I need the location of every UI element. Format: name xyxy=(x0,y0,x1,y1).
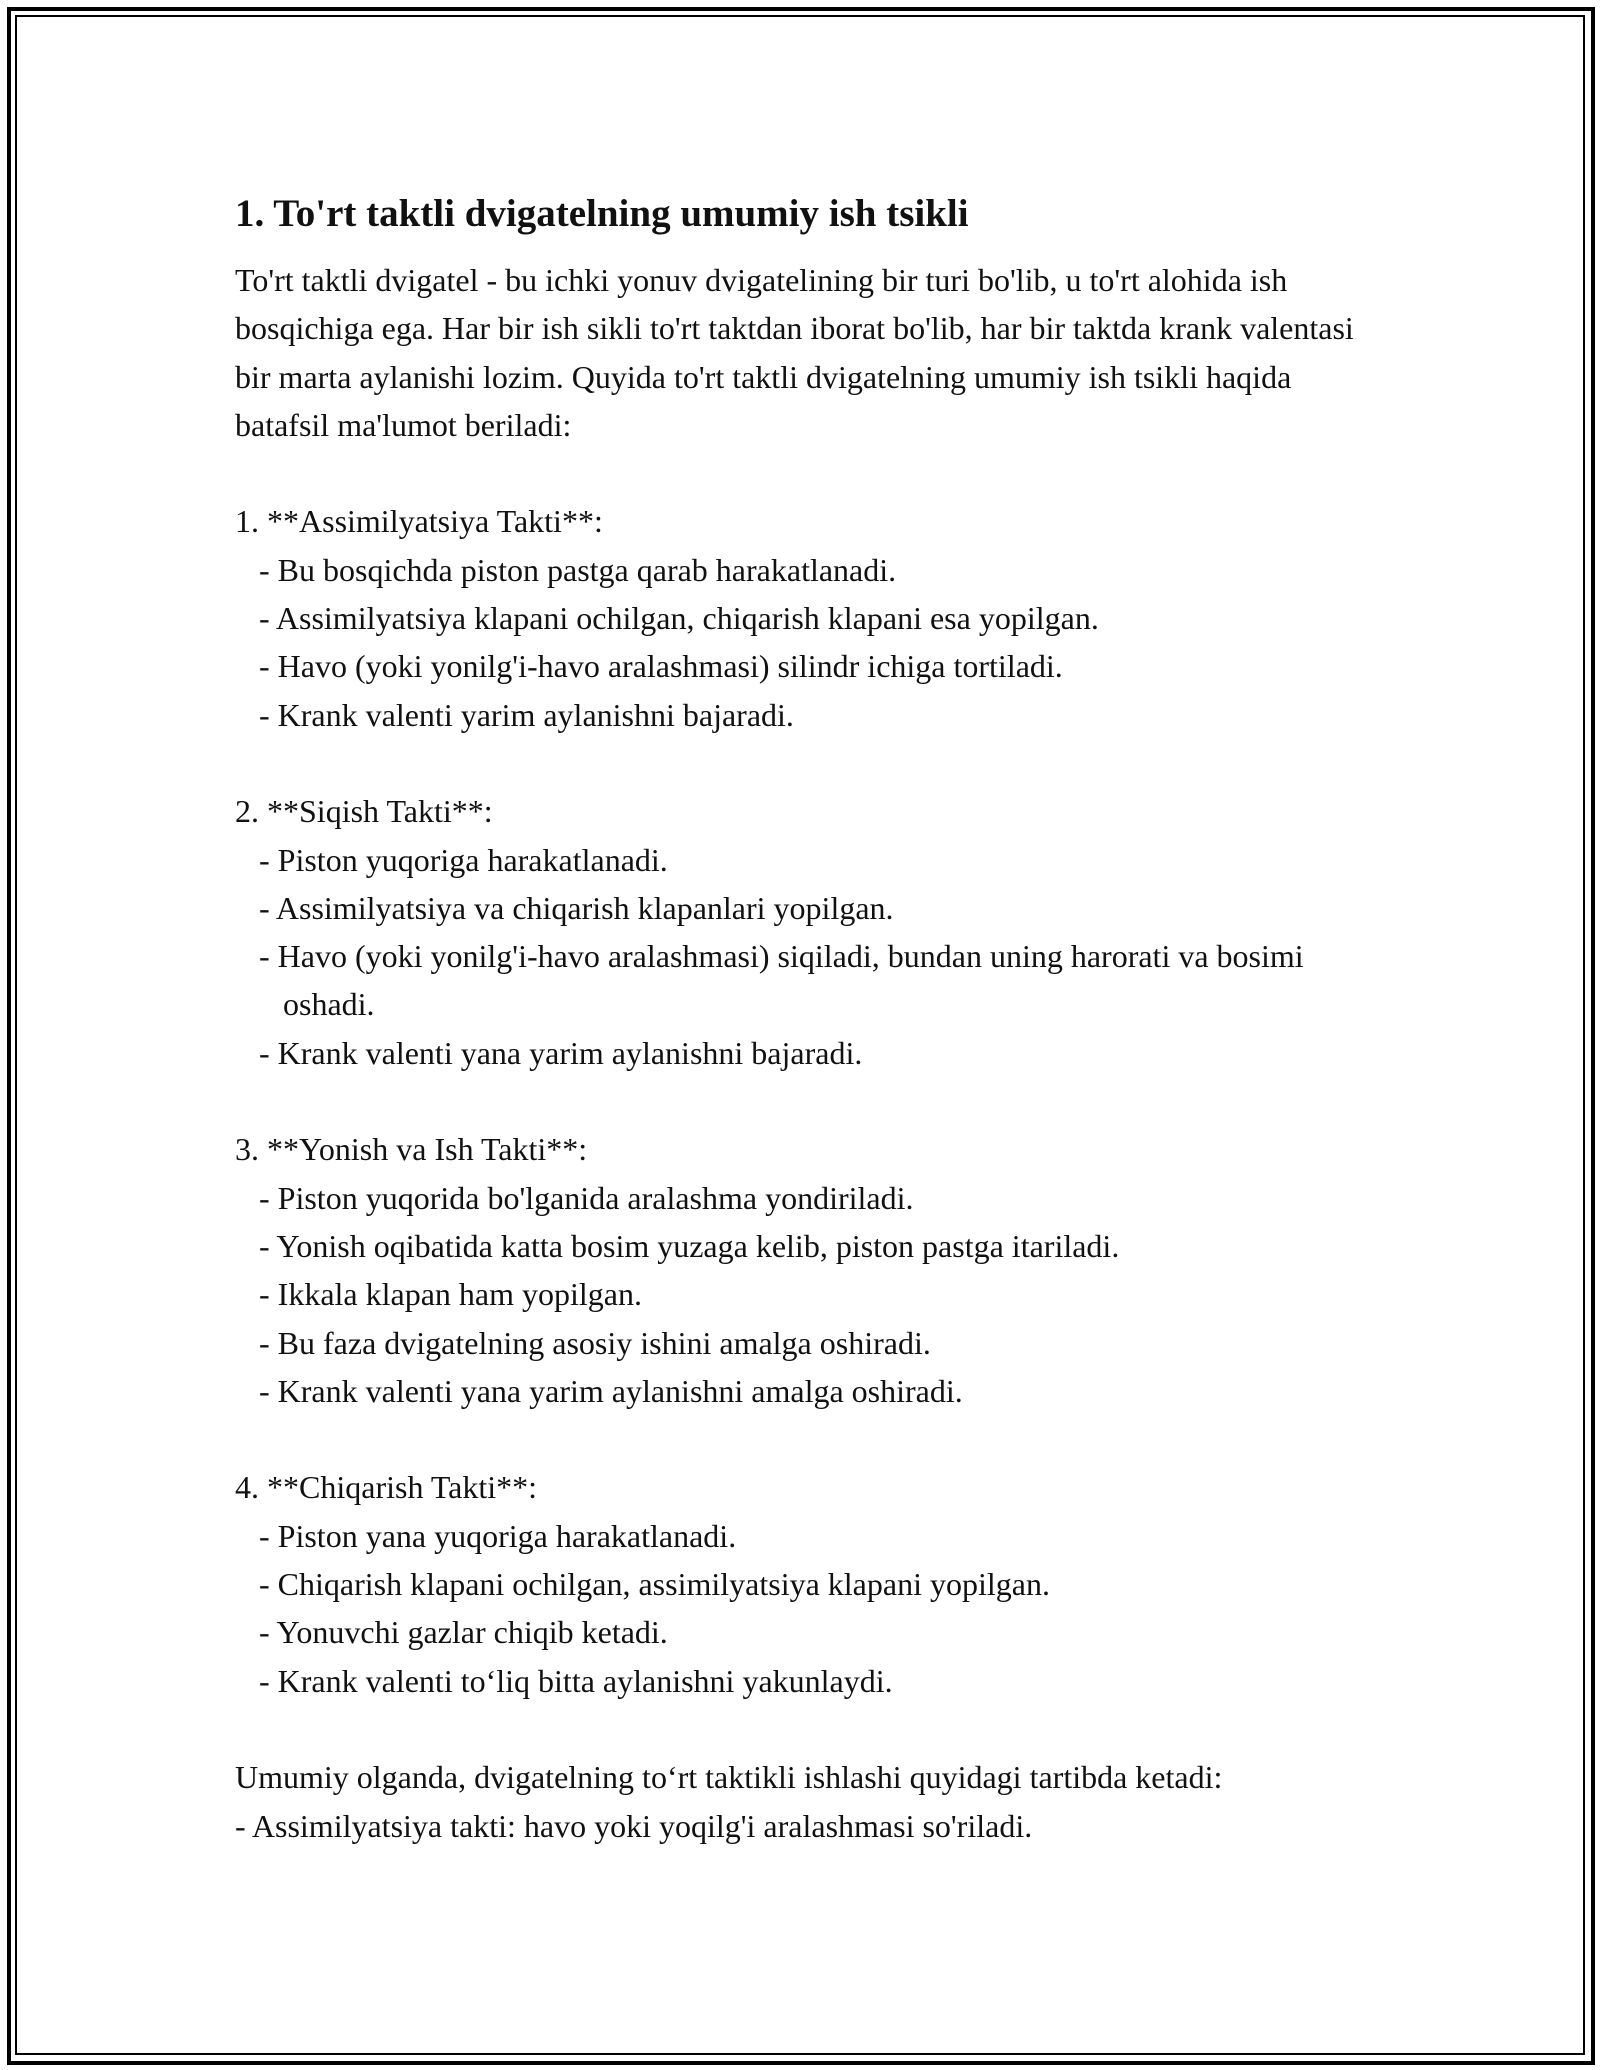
list-item: - Krank valenti to‘liq bitta aylanishni yakunlaydi. xyxy=(235,1662,893,1699)
spacer xyxy=(235,449,1385,497)
list-item: - Assimilyatsiya va chiqarish klapanlari yopilgan. xyxy=(235,889,894,926)
section-title: 2. **Siqish Takti**: xyxy=(235,793,493,830)
list-item: - Havo (yoki yonilg'i-havo aralashmasi) siqiladi, bundan uning harorati va bosimi oshadi. xyxy=(235,938,1312,1023)
list-item: - Piston yuqorida bo'lganida aralashma yondiriladi. xyxy=(235,1179,914,1216)
document-heading: 1. To'rt taktli dvigatelning umumiy ish tsikli xyxy=(235,192,969,235)
list-item: - Bu faza dvigatelning asosiy ishini amalga oshiradi. xyxy=(235,1324,931,1361)
list-item: - Piston yuqoriga harakatlanadi. xyxy=(235,841,668,878)
document-body xyxy=(235,180,1385,1850)
list-item: - Yonuvchi gazlar chiqib ketadi. xyxy=(235,1614,668,1651)
spacer xyxy=(235,1705,1385,1753)
section-title: 1. **Assimilyatsiya Takti**: xyxy=(235,503,603,540)
list-item: - Havo (yoki yonilg'i-havo aralashmasi) silindr ichiga tortiladi. xyxy=(235,648,1063,685)
section-4 xyxy=(235,1463,1385,1704)
intro-paragraph: To'rt taktli dvigatel - bu ichki yonuv dvigatelining bir turi bo'lib, u to'rt alohida ish bosqichiga ega. Har bir ish sikli to'rt taktdan iborat bo'lib, har bir taktda krank valentasi bir marta aylanishi lozim. Quyida to'rt taktli dvigatelning umumiy ish tsikli haqida batafsil ma'lumot beriladi: xyxy=(235,262,1354,443)
list-item: - Assimilyatsiya klapani ochilgan, chiqarish klapani esa yopilgan. xyxy=(235,600,1099,637)
list-item: - Chiqarish klapani ochilgan, assimilyatsiya klapani yopilgan. xyxy=(235,1566,1050,1603)
section-1 xyxy=(235,497,1385,738)
list-item: - Bu bosqichda piston pastga qarab harakatlanadi. xyxy=(235,551,897,588)
list-item: - Krank valenti yana yarim aylanishni amalga oshiradi. xyxy=(235,1372,963,1409)
summary-line: Umumiy olganda, dvigatelning to‘rt taktikli ishlashi quyidagi tartibda ketadi: xyxy=(235,1759,1223,1796)
spacer xyxy=(235,1415,1385,1463)
list-item: - Yonish oqibatida katta bosim yuzaga kelib, piston pastga itariladi. xyxy=(235,1227,1120,1264)
section-title: 4. **Chiqarish Takti**: xyxy=(235,1469,538,1506)
spacer xyxy=(235,1077,1385,1125)
list-item: - Krank valenti yana yarim aylanishni bajaradi. xyxy=(235,1034,863,1071)
spacer xyxy=(235,739,1385,787)
section-2 xyxy=(235,787,1385,1077)
list-item: - Piston yana yuqoriga harakatlanadi. xyxy=(235,1517,737,1554)
section-title: 3. **Yonish va Ish Takti**: xyxy=(235,1131,588,1168)
summary-item: - Assimilyatsiya takti: havo yoki yoqilg'i aralashmasi so'riladi. xyxy=(235,1807,1033,1844)
section-3 xyxy=(235,1125,1385,1415)
list-item: - Krank valenti yarim aylanishni bajaradi. xyxy=(235,696,794,733)
list-item: - Ikkala klapan ham yopilgan. xyxy=(235,1276,642,1313)
